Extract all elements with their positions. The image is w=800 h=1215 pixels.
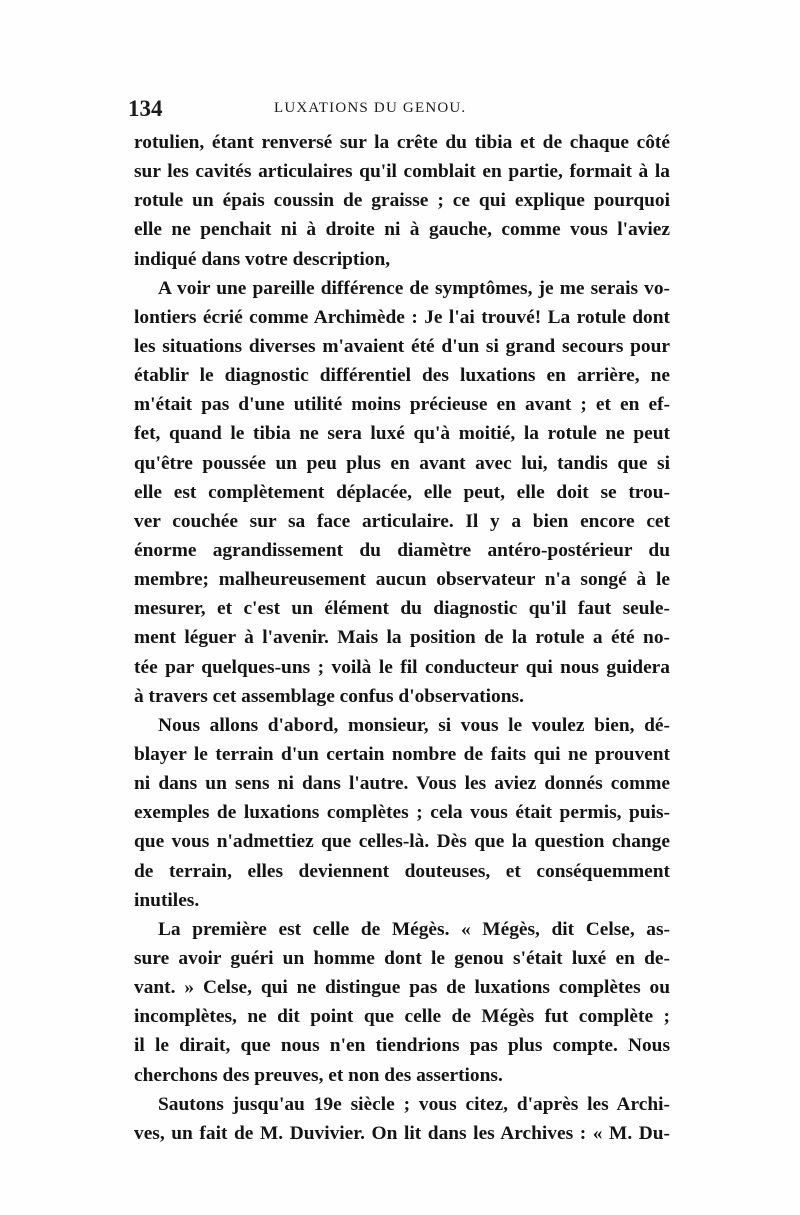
text-line: rotule un épais coussin de graisse ; ce qui explique pourquoi (134, 190, 670, 212)
text-line: A voir une pareille différence de symptômes, je me serais vo- (158, 277, 670, 299)
text-line: m'était pas d'une utilité moins précieuse en avant ; et en ef- (134, 394, 670, 416)
text-line: ment léguer à l'avenir. Mais la position de la rotule a été no- (134, 627, 670, 649)
text-line: qu'être poussée un peu plus en avant avec lui, tandis que si (134, 452, 670, 474)
running-head (128, 96, 668, 126)
text-line: Sautons jusqu'au 19e siècle ; vous citez, d'après les Archi- (158, 1093, 670, 1115)
page-number: 134 (128, 96, 163, 121)
text-line: mesurer, et c'est un élément du diagnostic qu'il faut seule- (134, 598, 670, 620)
text-line: énorme agrandissement du diamètre antéro-postérieur du (134, 539, 670, 561)
text-line: ni dans un sens ni dans l'autre. Vous les aviez donnés comme (134, 773, 670, 795)
text-line: Nous allons d'abord, monsieur, si vous le voulez bien, dé- (158, 714, 670, 736)
text-line: tée par quelques-uns ; voilà le fil conducteur qui nous guidera (134, 656, 670, 678)
text-line: cherchons des preuves, et non des assertions. (134, 1064, 503, 1086)
text-line: elle est complètement déplacée, elle peut, elle doit se trou- (134, 481, 670, 503)
text-line: exemples de luxations complètes ; cela vous était permis, puis- (134, 802, 670, 824)
text-line: rotulien, étant renversé sur la crête du tibia et de chaque côté (134, 132, 670, 153)
text-line: membre; malheureusement aucun observateur n'a songé à le (134, 569, 670, 591)
text-line: de terrain, elles deviennent douteuses, et conséquemment (134, 860, 670, 882)
header-title: LUXATIONS DU GENOU. (274, 100, 467, 116)
text-line: les situations diverses m'avaient été d'un si grand secours pour (134, 335, 670, 357)
text-line: il le dirait, que nous n'en tiendrions pas plus compte. Nous (134, 1035, 670, 1057)
text-line: incomplètes, ne dit point que celle de Mégès fut complète ; (134, 1006, 670, 1028)
text-line: que vous n'admettiez que celles-là. Dès que la question change (134, 831, 670, 853)
text-line: sur les cavités articulaires qu'il comblait en partie, formait à la (134, 161, 670, 183)
text-line: sure avoir guéri un homme dont le genou s'était luxé en de- (134, 947, 670, 969)
text-line: établir le diagnostic différentiel des luxations en arrière, ne (134, 365, 670, 387)
text-line: indiqué dans votre description, (134, 248, 391, 270)
text-line: à travers cet assemblage confus d'observations. (134, 685, 524, 707)
text-line: elle ne penchait ni à droite ni à gauche, comme vous l'aviez (134, 219, 670, 241)
text-line: fet, quand le tibia ne sera luxé qu'à moitié, la rotule ne peut (134, 423, 670, 445)
text-line: La première est celle de Mégès. « Mégès, dit Celse, as- (158, 918, 670, 940)
text-line: inutiles. (134, 889, 200, 911)
text-line: lontiers écrié comme Archimède : Je l'ai trouvé! La rotule dont (134, 306, 670, 328)
text-line: vant. » Celse, qui ne distingue pas de luxations complètes ou (134, 977, 670, 999)
text-line: ves, un fait de M. Duvivier. On lit dans les Archives : « M. Du- (134, 1122, 670, 1144)
body-text (134, 128, 670, 1148)
text-line: blayer le terrain d'un certain nombre de faits qui ne prouvent (134, 743, 670, 765)
text-line: ver couchée sur sa face articulaire. Il y a bien encore cet (134, 510, 670, 532)
